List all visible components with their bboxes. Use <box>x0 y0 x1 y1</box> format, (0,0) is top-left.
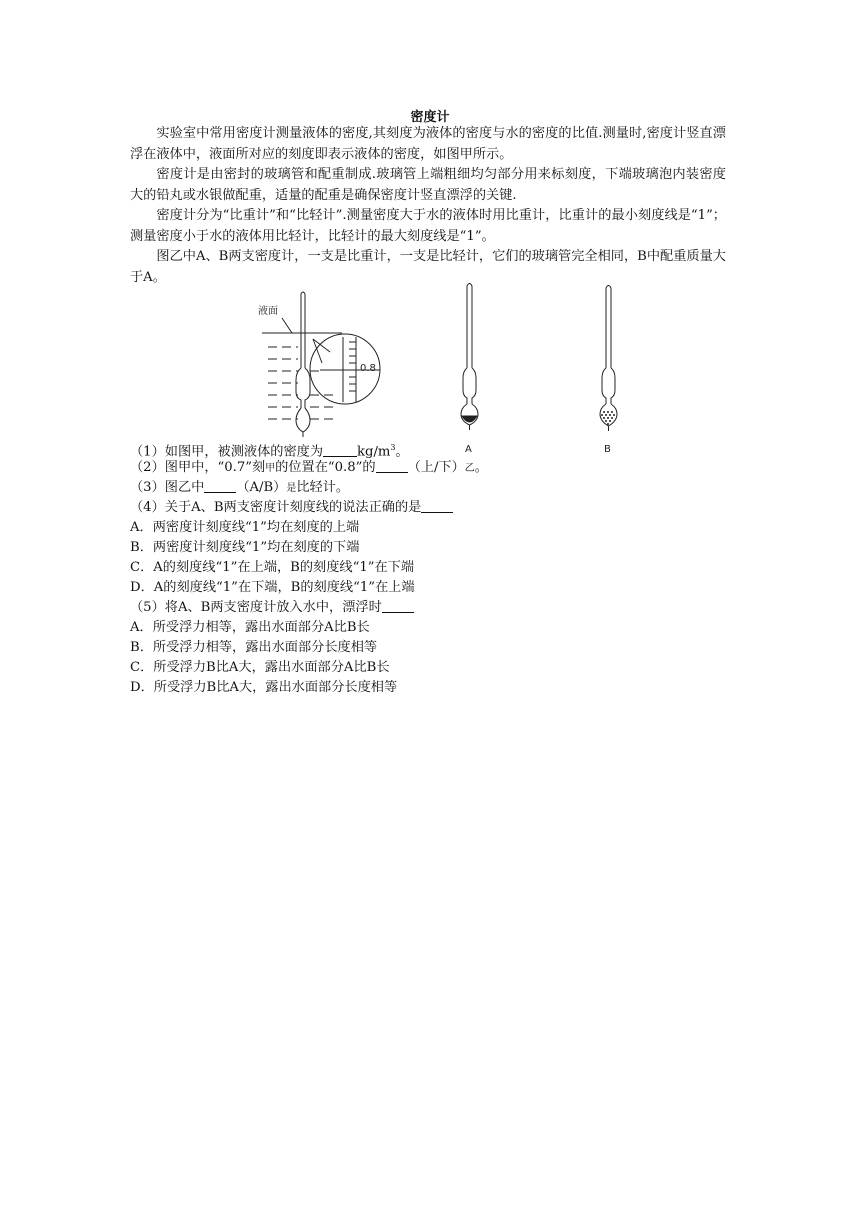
q5-option-d: D．所受浮力B比A大，露出水面部分长度相等 <box>130 680 398 695</box>
liquid-surface-label: 液面 <box>258 306 278 317</box>
question-1: （1）如图甲，被测液体的密度为 $kg/m^3$。 <box>130 443 409 460</box>
question-4: （4）关于A、B两支密度计刻度线的说法正确的是 <box>130 498 730 518</box>
label-b: B <box>604 444 611 455</box>
hydrometer-b <box>600 286 617 456</box>
q4-option-a: A．两密度计刻度线“1”均在刻度的上端 <box>130 520 360 535</box>
question-5: （5）将A、B两支密度计放入水中，漂浮时 <box>130 598 730 618</box>
question-2: （2）图甲中，“0.7”刻甲的位置在“0.8”的 （上/下）乙。 <box>130 460 488 475</box>
label-a: A <box>465 444 472 455</box>
answer-blank-2[interactable] <box>376 458 408 473</box>
scale-value-label: 0.8 <box>360 363 376 374</box>
answer-blank-1[interactable] <box>323 442 357 457</box>
hydrometer-figure <box>0 0 860 460</box>
liquid-dashes <box>268 347 336 419</box>
q5-option-c: C．所受浮力B比A大，露出水面部分A比B长 <box>130 660 390 675</box>
document-title: 密度计 <box>410 110 450 125</box>
hydrometer-jia <box>296 292 310 437</box>
paragraph-4: 图乙中A、B两支密度计，一支是比重计，一支是比轻计，它们的玻璃管完全相同，B中配重质量大于A。 <box>130 249 726 285</box>
hydrometer-a <box>461 284 478 456</box>
q4-option-d: D．A的刻度线“1”在下端，B的刻度线“1”在上端 <box>130 580 415 595</box>
question-3: （3）图乙中 （A/B）是比轻计。 <box>130 480 350 495</box>
answer-blank-3[interactable] <box>204 478 236 493</box>
paragraph-1: 实验室中常用密度计测量液体的密度,其刻度为液体的密度与水的密度的比值.测量时,密度计竖直漂浮在液体中，液面所对应的刻度即表示液体的密度，如图甲所示。 <box>130 126 726 162</box>
magnifier-ticks <box>349 342 356 391</box>
q5-option-b: B．所受浮力相等，露出水面部分长度相等 <box>130 640 378 655</box>
figure-jia <box>258 292 380 437</box>
paragraph-2: 密度计是由密封的玻璃管和配重制成.玻璃管上端粗细均匀部分用来标刻度，下端玻璃泡内装密度大的铅丸或水银做配重，适量的配重是确保密度计竖直漂浮的关键. <box>130 167 726 203</box>
q4-option-c: C．A的刻度线“1”在上端，B的刻度线“1”在下端 <box>130 560 415 575</box>
answer-blank-4[interactable] <box>421 498 453 513</box>
paragraph-3: 密度计分为“比重计”和“比轻计”.测量密度大于水的液体时用比重计，比重计的最小刻度线是“1”；测量密度小于水的液体用比轻计，比轻计的最大刻度线是“1”。 <box>130 208 726 244</box>
q4-option-b: B．两密度计刻度线“1”均在刻度的下端 <box>130 540 360 555</box>
q5-option-a: A．所受浮力相等，露出水面部分A比B长 <box>130 620 370 635</box>
answer-blank-5[interactable] <box>382 598 414 613</box>
